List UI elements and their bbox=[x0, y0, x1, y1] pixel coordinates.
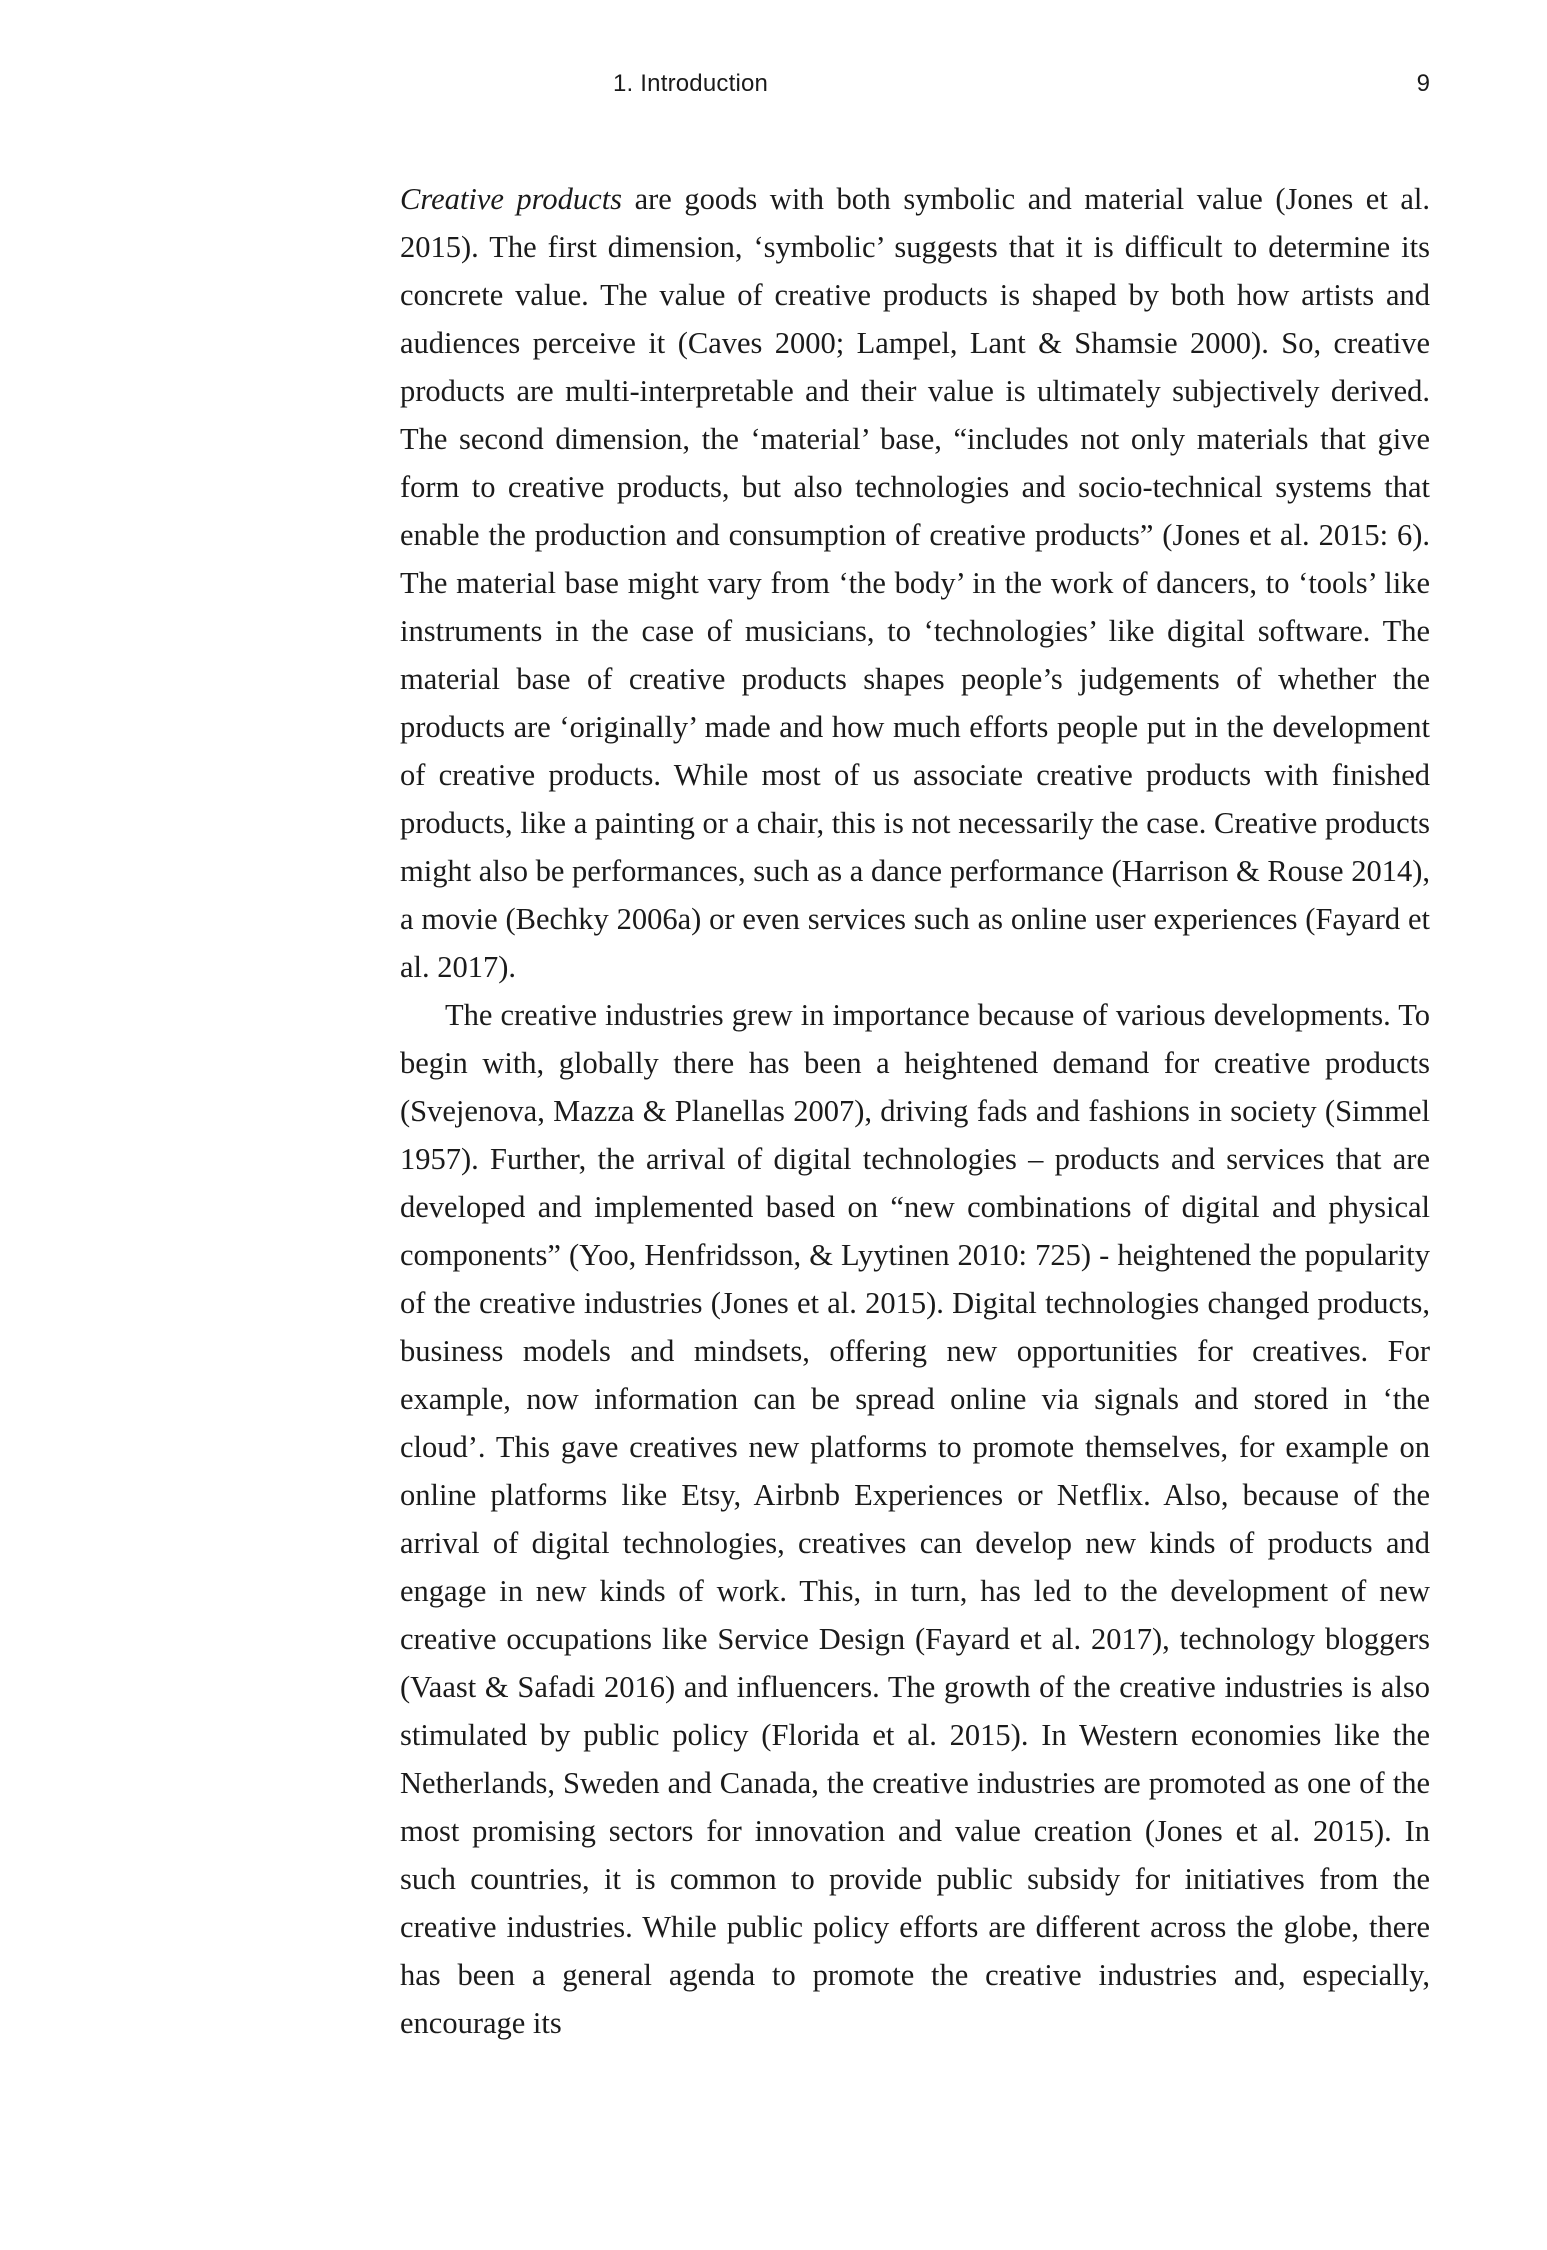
paragraph-2-text: The creative industries grew in importance because of various developments. To begin with, globally there has been a heightened demand for creative products (Svejenova, Mazza & Planellas 2007), driving fads and fashions in society (Simmel 1957). Further, the arrival of digital technologies – products and services that are developed and implemented based on “new combinations of digital and physical components” (Yoo, Henfridsson, & Lyytinen 2010: 725) - heightened the popularity of the creative industries (Jones et al. 2015). Digital technologies changed products, business models and mindsets, offering new opportunities for creatives. For example, now information can be spread online via signals and stored in ‘the cloud’. This gave creatives new platforms to promote themselves, for example on online platforms like Etsy, Airbnb Experiences or Netflix. Also, because of the arrival of digital technologies, creatives can develop new kinds of products and engage in new kinds of work. This, in turn, has led to the development of new creative occupations like Service Design (Fayard et al. 2017), technology bloggers (Vaast & Safadi 2016) and influencers. The growth of the creative industries is also stimulated by public policy (Florida et al. 2015). In Western economies like the Netherlands, Sweden and Canada, the creative industries are promoted as one of the most promising sectors for innovation and value creation (Jones et al. 2015). In such countries, it is common to provide public subsidy for initiatives from the creative industries. While public policy efforts are different across the globe, there has been a general agenda to promote the creative industries and, especially, encourage its bbox=[400, 998, 1430, 2040]
page-number: 9 bbox=[1416, 70, 1430, 97]
chapter-title: 1. Introduction bbox=[613, 70, 769, 97]
paragraph-1 bbox=[400, 175, 1430, 991]
paragraph-1-text: are goods with both symbolic and material value (Jones et al. 2015). The first dimension, ‘symbolic’ suggests that it is difficult to determine its concrete value. The value of creative products is shaped by both how artists and audiences perceive it (Caves 2000; Lampel, Lant & Shamsie 2000). So, creative products are multi-interpretable and their value is ultimately subjectively derived. The second dimension, the ‘material’ base, “includes not only materials that give form to creative products, but also technologies and socio-technical systems that enable the production and consumption of creative products” (Jones et al. 2015: 6). The material base might vary from ‘the body’ in the work of dancers, to ‘tools’ like instruments in the case of musicians, to ‘technologies’ like digital software. The material base of creative products shapes people’s judgements of whether the products are ‘originally’ made and how much efforts people put in the development of creative products. While most of us associate creative products with finished products, like a painting or a chair, this is not necessarily the case. Creative products might also be performances, such as a dance performance (Harrison & Rouse 2014), a movie (Bechky 2006a) or even services such as online user experiences (Fayard et al. 2017). bbox=[400, 182, 1430, 984]
body-text bbox=[400, 175, 1430, 2047]
term-creative-products: Creative products bbox=[400, 182, 623, 216]
running-header bbox=[400, 70, 1430, 100]
paragraph-2 bbox=[400, 991, 1430, 2047]
